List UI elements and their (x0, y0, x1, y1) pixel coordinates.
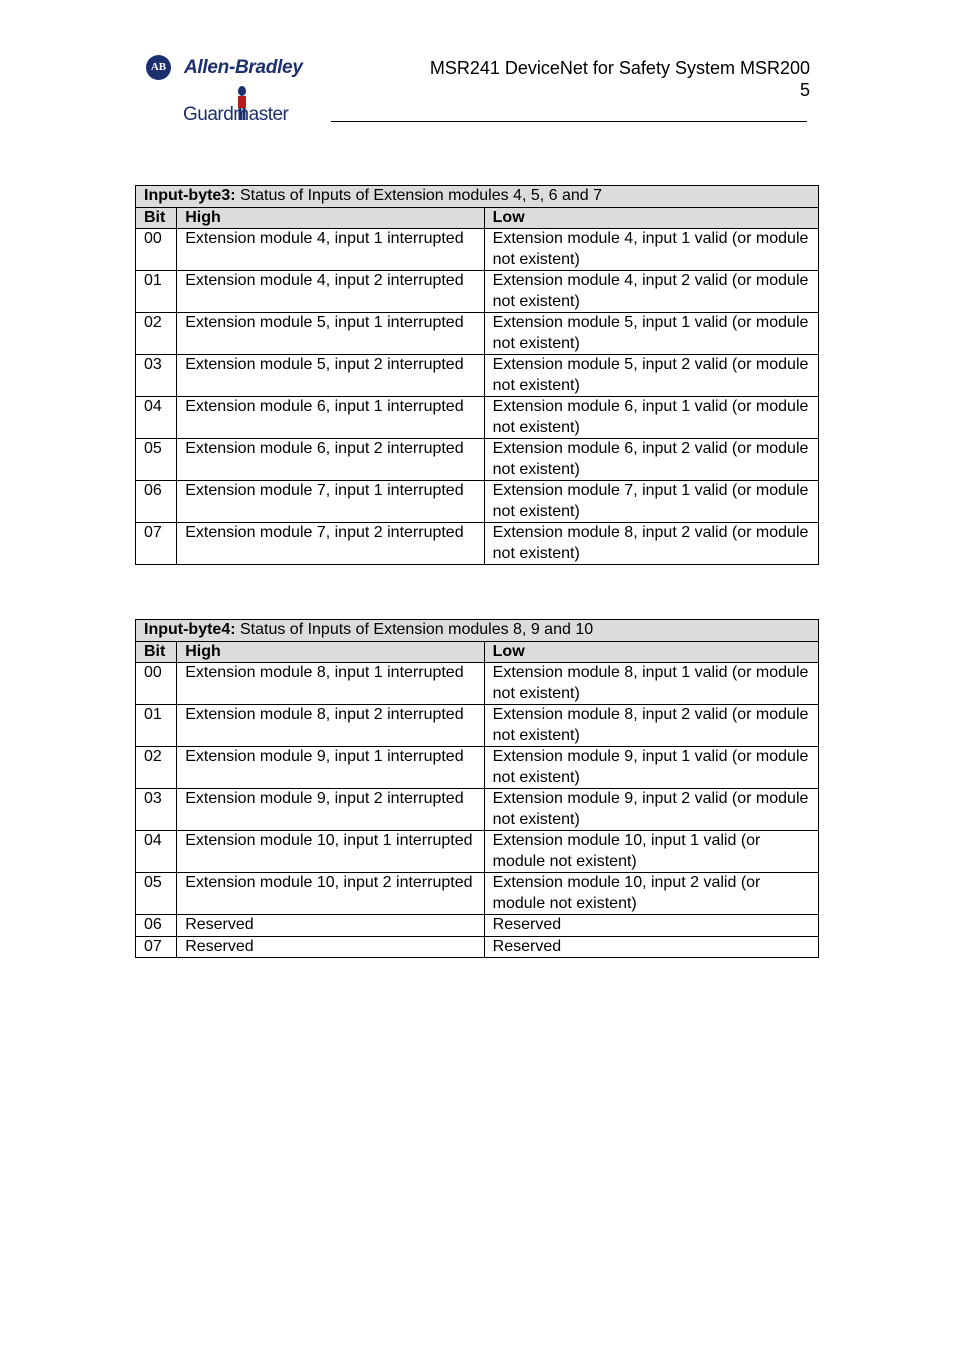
table-row (136, 397, 819, 439)
high-cell: Reserved (177, 915, 484, 937)
header-divider (331, 121, 807, 122)
high-cell: Extension module 9, input 2 interrupted (177, 789, 484, 831)
low-cell: Extension module 10, input 2 valid (or module not existent) (484, 873, 818, 915)
low-cell: Extension module 8, input 1 valid (or module not existent) (484, 663, 818, 705)
low-cell: Extension module 8, input 2 valid (or module not existent) (484, 705, 818, 747)
high-cell: Extension module 7, input 2 interrupted (177, 523, 484, 565)
bit-cell: 02 (136, 747, 177, 789)
low-cell: Extension module 9, input 1 valid (or module not existent) (484, 747, 818, 789)
high-cell: Extension module 5, input 1 interrupted (177, 313, 484, 355)
high-cell: Extension module 7, input 1 interrupted (177, 481, 484, 523)
high-cell: Extension module 5, input 2 interrupted (177, 355, 484, 397)
bit-cell: 07 (136, 523, 177, 565)
table-row (136, 313, 819, 355)
low-cell: Extension module 5, input 1 valid (or module not existent) (484, 313, 818, 355)
sub-brand-name: Guardmaster (183, 104, 289, 125)
table-caption-row (136, 186, 819, 208)
caption-label: Input-byte4: (144, 621, 236, 638)
table-row (136, 789, 819, 831)
high-cell: Extension module 10, input 1 interrupted (177, 831, 484, 873)
bit-cell: 06 (136, 481, 177, 523)
low-cell: Extension module 4, input 2 valid (or module not existent) (484, 271, 818, 313)
column-header-bit: Bit (136, 207, 177, 229)
table-header-row (136, 641, 819, 663)
table-row (136, 873, 819, 915)
high-cell: Extension module 8, input 1 interrupted (177, 663, 484, 705)
table-row (136, 915, 819, 937)
low-cell: Extension module 7, input 1 valid (or module not existent) (484, 481, 818, 523)
table-caption (136, 186, 819, 208)
bit-cell: 00 (136, 229, 177, 271)
page-number: 5 (799, 80, 810, 100)
bit-cell: 03 (136, 789, 177, 831)
column-header-low: Low (484, 641, 818, 663)
low-cell: Extension module 4, input 1 valid (or module not existent) (484, 229, 818, 271)
table-row (136, 271, 819, 313)
allen-bradley-logo (146, 55, 316, 85)
high-cell: Extension module 4, input 2 interrupted (177, 271, 484, 313)
column-header-low: Low (484, 207, 818, 229)
high-cell: Extension module 6, input 1 interrupted (177, 397, 484, 439)
low-cell: Reserved (484, 915, 818, 937)
low-cell: Extension module 6, input 2 valid (or module not existent) (484, 439, 818, 481)
bit-cell: 03 (136, 355, 177, 397)
input-byte4-table (135, 619, 819, 958)
high-cell: Extension module 6, input 2 interrupted (177, 439, 484, 481)
bit-cell: 01 (136, 705, 177, 747)
bit-cell: 05 (136, 439, 177, 481)
table-row (136, 355, 819, 397)
caption-text: Status of Inputs of Extension modules 8, 9 and 10 (235, 621, 594, 638)
table-row (136, 523, 819, 565)
high-cell: Extension module 4, input 1 interrupted (177, 229, 484, 271)
table-row (136, 663, 819, 705)
table-header-row (136, 207, 819, 229)
bit-cell: 06 (136, 915, 177, 937)
bit-cell: 04 (136, 831, 177, 873)
table-row (136, 936, 819, 958)
table-row (136, 831, 819, 873)
low-cell: Reserved (484, 936, 818, 958)
column-header-high: High (177, 207, 484, 229)
brand-name: Allen-Bradley (184, 57, 303, 78)
bit-cell: 07 (136, 936, 177, 958)
high-cell: Extension module 10, input 2 interrupted (177, 873, 484, 915)
high-cell: Reserved (177, 936, 484, 958)
high-cell: Extension module 8, input 2 interrupted (177, 705, 484, 747)
bit-cell: 04 (136, 397, 177, 439)
doc-title: MSR241 DeviceNet for Safety System MSR200 (429, 58, 810, 78)
caption-label: Input-byte3: (144, 187, 236, 204)
table-caption-row (136, 620, 819, 642)
low-cell: Extension module 9, input 2 valid (or module not existent) (484, 789, 818, 831)
low-cell: Extension module 5, input 2 valid (or module not existent) (484, 355, 818, 397)
ab-badge-icon: AB (146, 55, 171, 80)
bit-cell: 00 (136, 663, 177, 705)
column-header-bit: Bit (136, 641, 177, 663)
table-row (136, 747, 819, 789)
bit-cell: 05 (136, 873, 177, 915)
caption-text: Status of Inputs of Extension modules 4, 5, 6 and 7 (235, 187, 602, 204)
low-cell: Extension module 10, input 1 valid (or module not existent) (484, 831, 818, 873)
low-cell: Extension module 8, input 2 valid (or module not existent) (484, 523, 818, 565)
column-header-high: High (177, 641, 484, 663)
table-row (136, 439, 819, 481)
bit-cell: 02 (136, 313, 177, 355)
input-byte3-table (135, 185, 819, 565)
page-header (430, 57, 810, 101)
table-row (136, 705, 819, 747)
guardmaster-logo (183, 86, 313, 126)
table-row (136, 229, 819, 271)
bit-cell: 01 (136, 271, 177, 313)
table-row (136, 481, 819, 523)
high-cell: Extension module 9, input 1 interrupted (177, 747, 484, 789)
table-caption (136, 620, 819, 642)
low-cell: Extension module 6, input 1 valid (or module not existent) (484, 397, 818, 439)
